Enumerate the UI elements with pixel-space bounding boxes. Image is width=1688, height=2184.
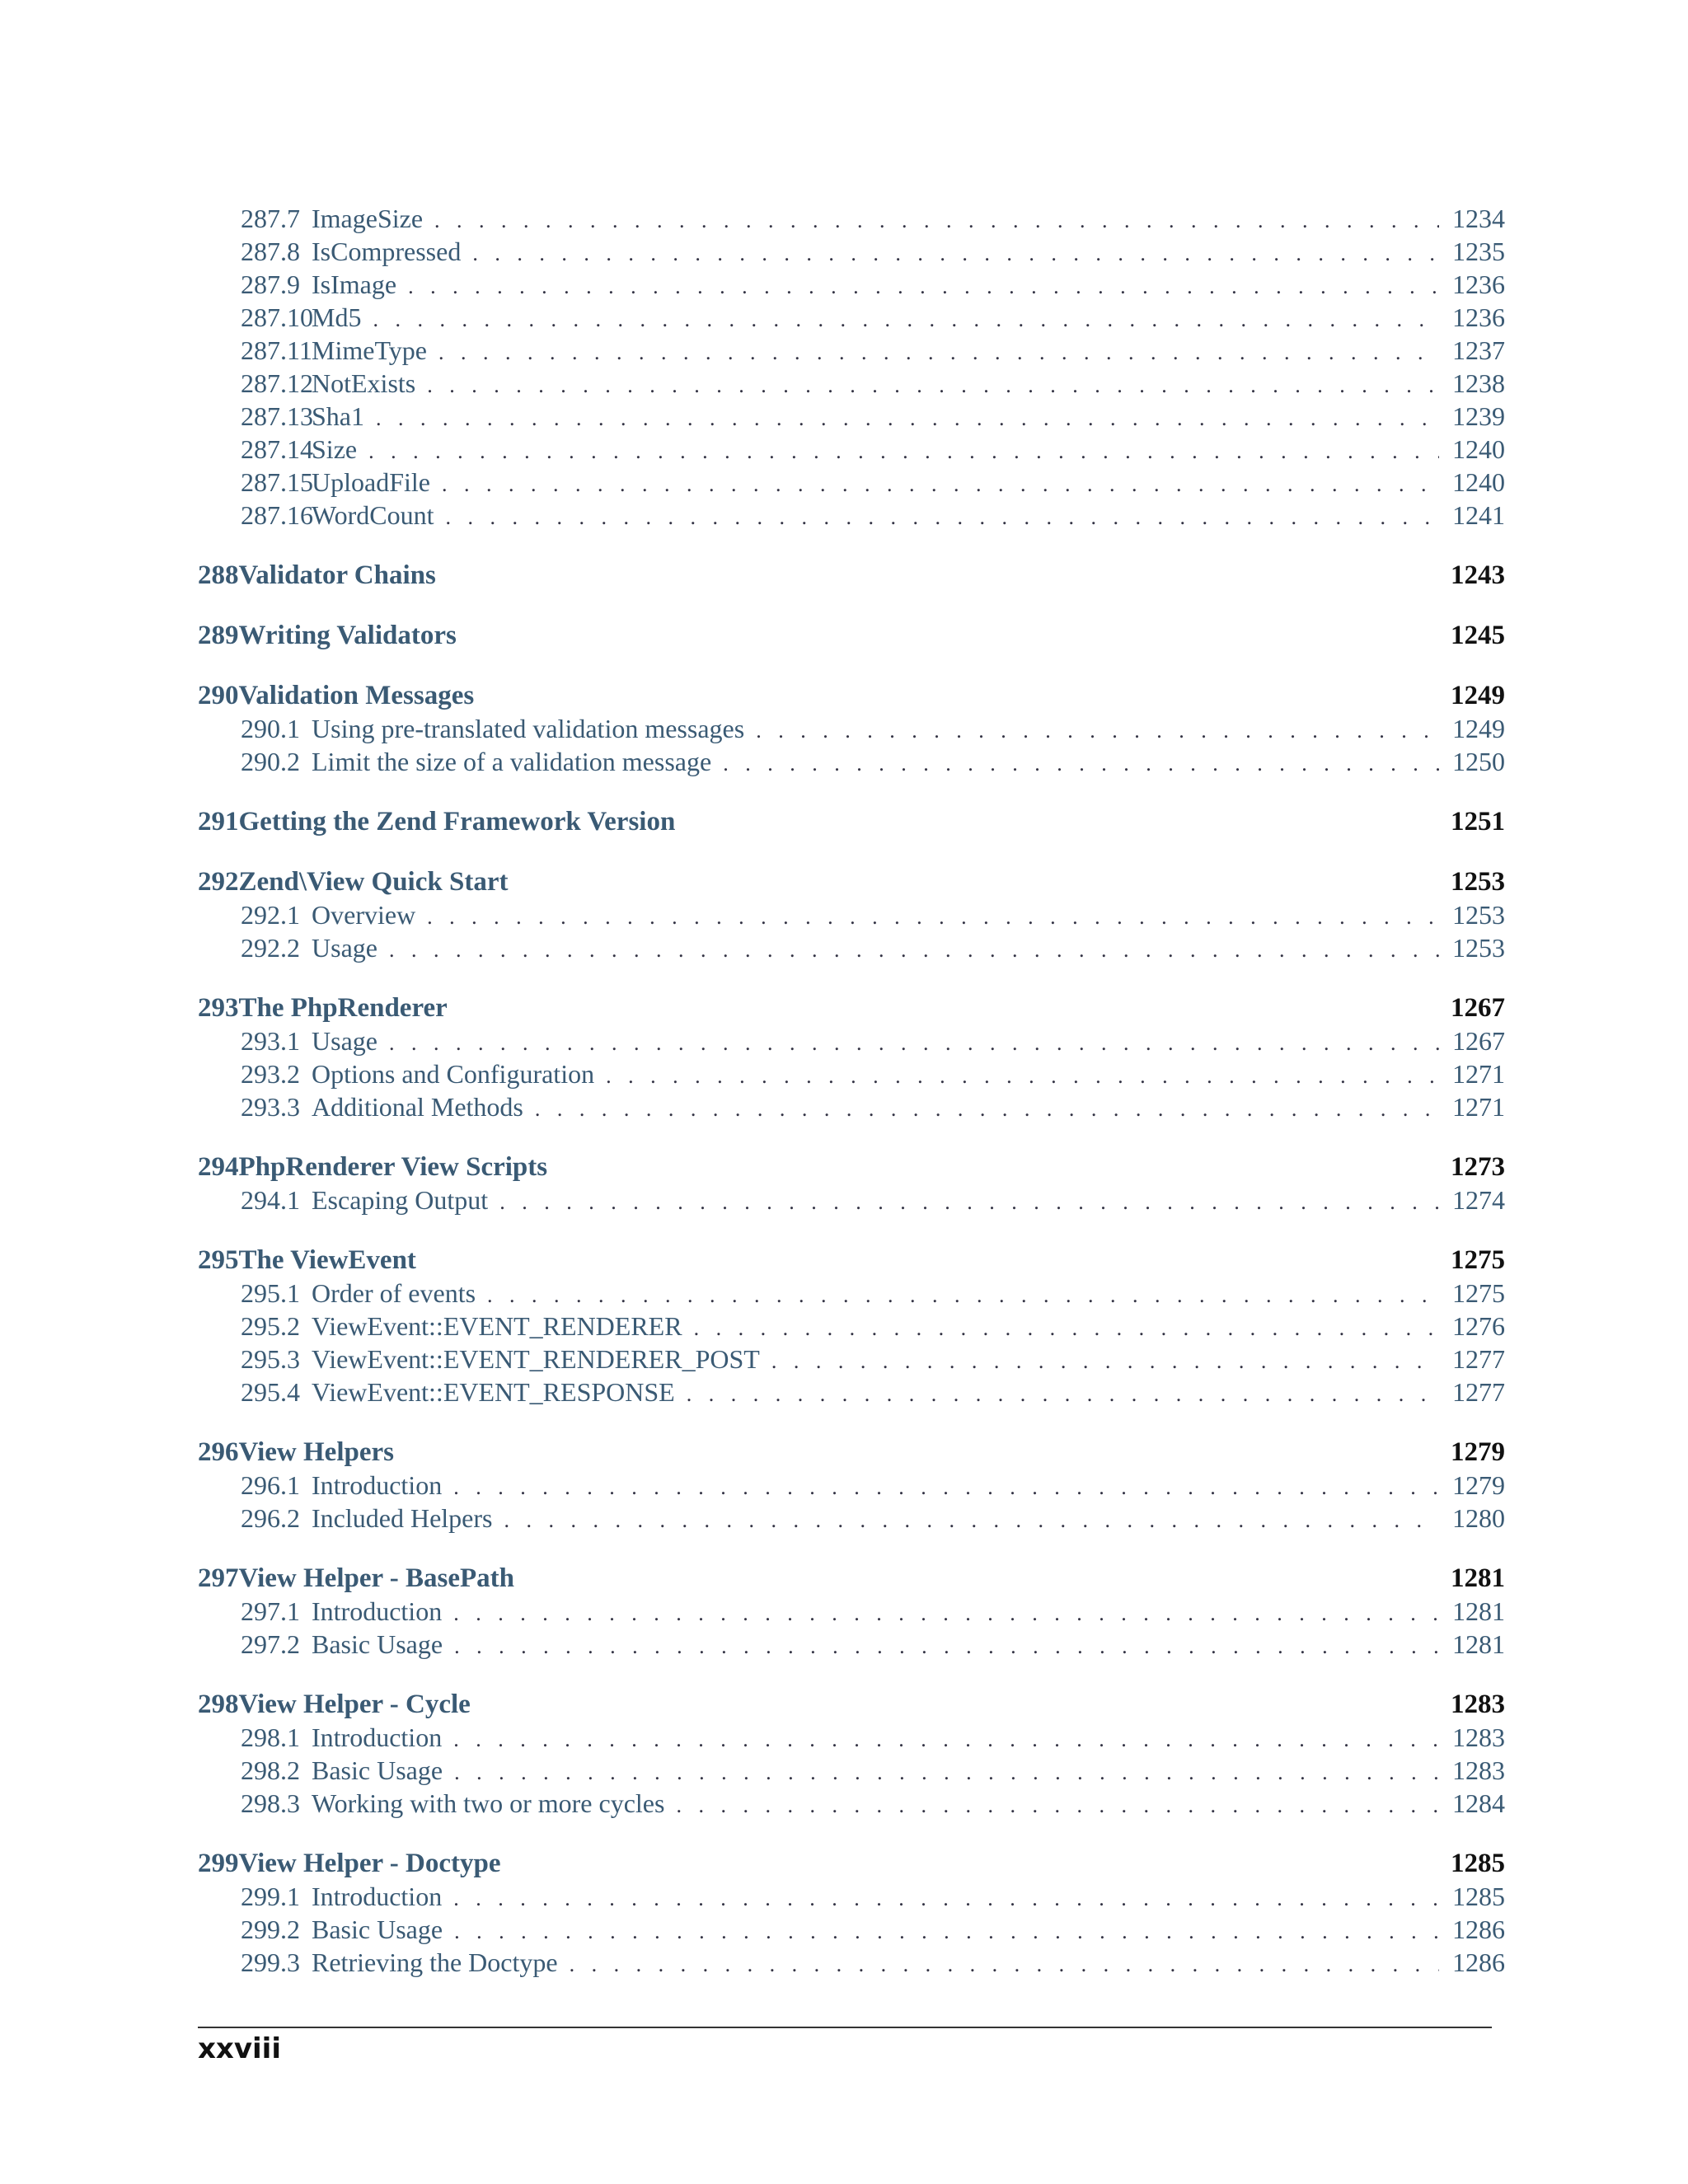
section-title[interactable]: Size — [312, 434, 358, 464]
dot-leader — [373, 301, 1439, 336]
chapter-number: 296 — [198, 1437, 239, 1467]
page-number[interactable]: 1238 — [1452, 368, 1505, 398]
toc-entry[interactable] — [198, 898, 1505, 931]
section-number: 297.2 — [241, 1629, 300, 1659]
section-number: 296.2 — [241, 1503, 300, 1533]
chapter-title[interactable]: The ViewEvent — [238, 1245, 416, 1275]
toc-entry[interactable] — [198, 1880, 1505, 1913]
section-number: 287.10 — [241, 302, 313, 332]
dot-leader — [687, 1376, 1439, 1411]
toc-chapter[interactable] — [198, 1847, 1505, 1880]
toc-entry[interactable] — [198, 1913, 1505, 1946]
section-title[interactable]: Usage — [312, 1026, 377, 1056]
section-title[interactable]: IsImage — [312, 269, 397, 299]
section-title[interactable]: ViewEvent::EVENT_RESPONSE — [312, 1377, 675, 1407]
toc-entry[interactable] — [198, 1754, 1505, 1787]
dot-leader — [756, 712, 1439, 748]
toc-entry[interactable] — [198, 367, 1505, 400]
toc-entry[interactable] — [198, 268, 1505, 301]
section-number: 298.2 — [241, 1755, 300, 1785]
chapter-number: 299 — [198, 1849, 239, 1878]
chapter-title[interactable]: View Helper - Doctype — [238, 1849, 501, 1878]
toc-entry[interactable] — [198, 466, 1505, 499]
toc-entry[interactable] — [198, 1376, 1505, 1408]
dot-leader — [472, 235, 1439, 270]
toc-entry[interactable] — [198, 433, 1505, 466]
page-number[interactable]: 1286 — [1452, 1947, 1505, 1977]
chapter-number: 290 — [198, 681, 239, 710]
page-number[interactable]: 1240 — [1452, 434, 1505, 464]
toc-entry[interactable] — [198, 1090, 1505, 1123]
page-number[interactable]: 1249 — [1451, 681, 1505, 710]
dot-leader — [389, 931, 1439, 967]
toc-entry[interactable] — [198, 202, 1505, 235]
page-number[interactable]: 1281 — [1451, 1563, 1505, 1593]
page-number[interactable]: 1239 — [1452, 401, 1505, 431]
page-number[interactable]: 1285 — [1452, 1882, 1505, 1911]
section-title[interactable]: Included Helpers — [312, 1503, 493, 1533]
dot-leader — [771, 1343, 1439, 1378]
toc-entry[interactable] — [198, 1628, 1505, 1661]
dot-leader — [438, 334, 1439, 369]
dot-leader — [535, 1090, 1439, 1126]
dot-leader — [570, 1946, 1439, 1981]
dot-leader — [454, 1628, 1439, 1663]
toc-entry[interactable] — [198, 1277, 1505, 1310]
section-number: 290.1 — [241, 714, 300, 743]
page-number[interactable]: 1253 — [1451, 867, 1505, 897]
toc-entry[interactable] — [198, 1343, 1505, 1376]
page-number[interactable]: 1240 — [1452, 467, 1505, 497]
chapter-number: 297 — [198, 1563, 239, 1593]
section-number: 287.8 — [241, 237, 300, 266]
toc-entry[interactable] — [198, 1024, 1505, 1057]
toc-entry[interactable] — [198, 1057, 1505, 1090]
dot-leader — [606, 1057, 1439, 1093]
section-title[interactable]: Basic Usage — [312, 1629, 443, 1659]
section-number: 297.1 — [241, 1596, 300, 1626]
chapter-number: 292 — [198, 867, 239, 897]
dot-leader — [434, 202, 1439, 237]
toc-entry[interactable] — [198, 1721, 1505, 1754]
page-number[interactable]: 1250 — [1452, 747, 1505, 776]
section-number: 287.13 — [241, 401, 313, 431]
page-number[interactable]: 1277 — [1452, 1344, 1505, 1374]
section-title[interactable]: Introduction — [312, 1882, 443, 1911]
section-number: 293.1 — [241, 1026, 300, 1056]
dot-leader — [427, 367, 1439, 402]
toc-entry[interactable] — [198, 745, 1505, 778]
chapter-number: 293 — [198, 993, 239, 1023]
dot-leader — [723, 745, 1439, 780]
section-title[interactable]: Overview — [312, 900, 416, 930]
page-number[interactable]: 1267 — [1452, 1026, 1505, 1056]
page-number[interactable]: 1235 — [1452, 237, 1505, 266]
section-title[interactable]: ViewEvent::EVENT_RENDERER_POST — [312, 1344, 760, 1374]
section-title[interactable]: UploadFile — [312, 467, 430, 497]
section-number: 287.14 — [241, 434, 313, 464]
chapter-title[interactable]: Validation Messages — [238, 681, 475, 710]
section-number: 290.2 — [241, 747, 300, 776]
chapter-number: 288 — [198, 560, 239, 590]
page-number[interactable]: 1251 — [1451, 807, 1505, 837]
chapter-title[interactable]: The PhpRenderer — [238, 993, 448, 1023]
toc-entry[interactable] — [198, 1595, 1505, 1628]
section-number: 293.2 — [241, 1059, 300, 1089]
page-number[interactable]: 1277 — [1452, 1377, 1505, 1407]
toc-entry[interactable] — [198, 301, 1505, 334]
page-number[interactable]: 1284 — [1452, 1788, 1505, 1818]
page-number[interactable]: 1271 — [1452, 1092, 1505, 1122]
section-title[interactable]: Order of events — [312, 1278, 476, 1308]
page-number[interactable]: 1267 — [1451, 993, 1505, 1023]
chapter-title[interactable]: View Helpers — [238, 1437, 394, 1467]
chapter-number: 289 — [198, 621, 239, 650]
section-title[interactable]: Limit the size of a validation message — [312, 747, 712, 776]
dot-leader — [442, 466, 1439, 501]
toc-entry[interactable] — [198, 400, 1505, 433]
chapter-title[interactable]: View Helper - Cycle — [238, 1690, 471, 1719]
section-number: 287.15 — [241, 467, 313, 497]
toc-chapter[interactable] — [198, 991, 1505, 1024]
dot-leader — [368, 433, 1439, 468]
chapter-title[interactable]: View Helper - BasePath — [238, 1563, 515, 1593]
toc-entry[interactable] — [198, 931, 1505, 964]
footer-page-label: xxviii — [198, 2032, 281, 2065]
dot-leader — [453, 1880, 1439, 1915]
section-title[interactable]: Sha1 — [312, 401, 364, 431]
toc-chapter[interactable] — [198, 865, 1505, 898]
page-number[interactable]: 1283 — [1451, 1690, 1505, 1719]
page-number[interactable]: 1237 — [1452, 335, 1505, 365]
page-number[interactable]: 1281 — [1452, 1629, 1505, 1659]
chapter-number: 298 — [198, 1690, 239, 1719]
page-number[interactable]: 1280 — [1452, 1503, 1505, 1533]
section-number: 299.2 — [241, 1915, 300, 1944]
section-title[interactable]: Introduction — [312, 1596, 443, 1626]
section-number: 292.1 — [241, 900, 300, 930]
toc-chapter[interactable] — [198, 1562, 1505, 1595]
section-number: 293.3 — [241, 1092, 300, 1122]
chapter-number: 291 — [198, 807, 239, 837]
section-number: 299.1 — [241, 1882, 300, 1911]
dot-leader — [427, 898, 1439, 934]
toc-entry[interactable] — [198, 1310, 1505, 1343]
section-number: 295.1 — [241, 1278, 300, 1308]
page-number[interactable]: 1285 — [1451, 1849, 1505, 1878]
dot-leader — [408, 268, 1439, 303]
section-number: 296.1 — [241, 1470, 300, 1500]
page-number[interactable]: 1275 — [1451, 1245, 1505, 1275]
toc-chapter[interactable] — [198, 1436, 1505, 1469]
dot-leader — [499, 1183, 1439, 1219]
section-number: 292.2 — [241, 933, 300, 963]
section-title[interactable]: ViewEvent::EVENT_RENDERER — [312, 1311, 682, 1341]
section-number: 287.7 — [241, 204, 300, 233]
page-number[interactable]: 1276 — [1452, 1311, 1505, 1341]
page-number[interactable]: 1275 — [1452, 1278, 1505, 1308]
section-number: 294.1 — [241, 1185, 300, 1215]
section-title[interactable]: ImageSize — [312, 204, 424, 233]
page-number[interactable]: 1253 — [1452, 933, 1505, 963]
section-title[interactable]: MimeType — [312, 335, 427, 365]
toc-chapter[interactable] — [198, 1688, 1505, 1721]
section-title[interactable]: Retrieving the Doctype — [312, 1947, 558, 1977]
section-title[interactable]: Options and Configuration — [312, 1059, 595, 1089]
page-number[interactable]: 1243 — [1451, 560, 1505, 590]
chapter-title[interactable]: Writing Validators — [238, 621, 457, 650]
toc-entry[interactable] — [198, 712, 1505, 745]
toc-chapter[interactable] — [198, 559, 1505, 592]
section-title[interactable]: Basic Usage — [312, 1755, 443, 1785]
dot-leader — [389, 1024, 1439, 1060]
section-number: 295.4 — [241, 1377, 300, 1407]
toc-entry[interactable] — [198, 1502, 1505, 1535]
page-number[interactable]: 1273 — [1451, 1152, 1505, 1182]
toc-entry[interactable] — [198, 1946, 1505, 1979]
section-title[interactable]: WordCount — [312, 500, 434, 530]
section-title[interactable]: Additional Methods — [312, 1092, 523, 1122]
dot-leader — [454, 1754, 1439, 1789]
page-number[interactable]: 1234 — [1452, 204, 1505, 233]
page-number[interactable]: 1236 — [1452, 302, 1505, 332]
dot-leader — [487, 1277, 1439, 1312]
section-number: 287.16 — [241, 500, 313, 530]
dot-leader — [453, 1595, 1439, 1630]
page-number[interactable]: 1283 — [1452, 1722, 1505, 1752]
section-title[interactable]: Usage — [312, 933, 377, 963]
toc-entry[interactable] — [198, 1787, 1505, 1820]
footer-rule — [198, 2027, 1492, 2028]
page-number[interactable]: 1249 — [1452, 714, 1505, 743]
toc-entry[interactable] — [198, 499, 1505, 532]
section-title[interactable]: Basic Usage — [312, 1915, 443, 1944]
toc-entry[interactable] — [198, 235, 1505, 268]
page-number[interactable]: 1253 — [1452, 900, 1505, 930]
dot-leader — [694, 1310, 1439, 1345]
section-number: 287.9 — [241, 269, 300, 299]
toc-chapter[interactable] — [198, 619, 1505, 652]
table-of-contents — [198, 202, 1505, 1979]
chapter-title[interactable]: Zend\View Quick Start — [238, 867, 509, 897]
page-number[interactable]: 1274 — [1452, 1185, 1505, 1215]
page-number[interactable]: 1271 — [1452, 1059, 1505, 1089]
toc-chapter[interactable] — [198, 805, 1505, 838]
section-title[interactable]: Escaping Output — [312, 1185, 489, 1215]
page-number[interactable]: 1279 — [1451, 1437, 1505, 1467]
section-title[interactable]: IsCompressed — [312, 237, 462, 266]
dot-leader — [453, 1469, 1439, 1504]
chapter-title[interactable]: PhpRenderer View Scripts — [238, 1152, 548, 1182]
chapter-title[interactable]: Getting the Zend Framework Version — [238, 807, 676, 837]
section-title[interactable]: NotExists — [312, 368, 416, 398]
page-number[interactable]: 1241 — [1452, 500, 1505, 530]
page-number[interactable]: 1245 — [1451, 621, 1505, 650]
page-number[interactable]: 1283 — [1452, 1755, 1505, 1785]
section-number: 298.3 — [241, 1788, 300, 1818]
dot-leader — [446, 499, 1439, 534]
page-number[interactable]: 1236 — [1452, 269, 1505, 299]
dot-leader — [453, 1721, 1439, 1756]
section-number: 295.2 — [241, 1311, 300, 1341]
section-title[interactable]: Working with two or more cycles — [312, 1788, 665, 1818]
toc-chapter[interactable] — [198, 1151, 1505, 1183]
chapter-number: 295 — [198, 1245, 239, 1275]
section-title[interactable]: Using pre-translated validation messages — [312, 714, 745, 743]
section-number: 287.11 — [241, 335, 312, 365]
chapter-title[interactable]: Validator Chains — [238, 560, 436, 590]
section-title[interactable]: Introduction — [312, 1722, 443, 1752]
section-title[interactable]: Md5 — [312, 302, 362, 332]
toc-entry[interactable] — [198, 1469, 1505, 1502]
dot-leader — [376, 400, 1439, 435]
toc-chapter[interactable] — [198, 679, 1505, 712]
section-title[interactable]: Introduction — [312, 1470, 443, 1500]
dot-leader — [676, 1787, 1439, 1822]
section-number: 295.3 — [241, 1344, 300, 1374]
section-number: 299.3 — [241, 1947, 300, 1977]
section-number: 298.1 — [241, 1722, 300, 1752]
dot-leader — [504, 1502, 1439, 1537]
dot-leader — [454, 1913, 1439, 1948]
page-number[interactable]: 1279 — [1452, 1470, 1505, 1500]
section-number: 287.12 — [241, 368, 313, 398]
page-number[interactable]: 1281 — [1452, 1596, 1505, 1626]
toc-entry[interactable] — [198, 334, 1505, 367]
toc-entry[interactable] — [198, 1183, 1505, 1216]
toc-chapter[interactable] — [198, 1244, 1505, 1277]
chapter-number: 294 — [198, 1152, 239, 1182]
page-number[interactable]: 1286 — [1452, 1915, 1505, 1944]
